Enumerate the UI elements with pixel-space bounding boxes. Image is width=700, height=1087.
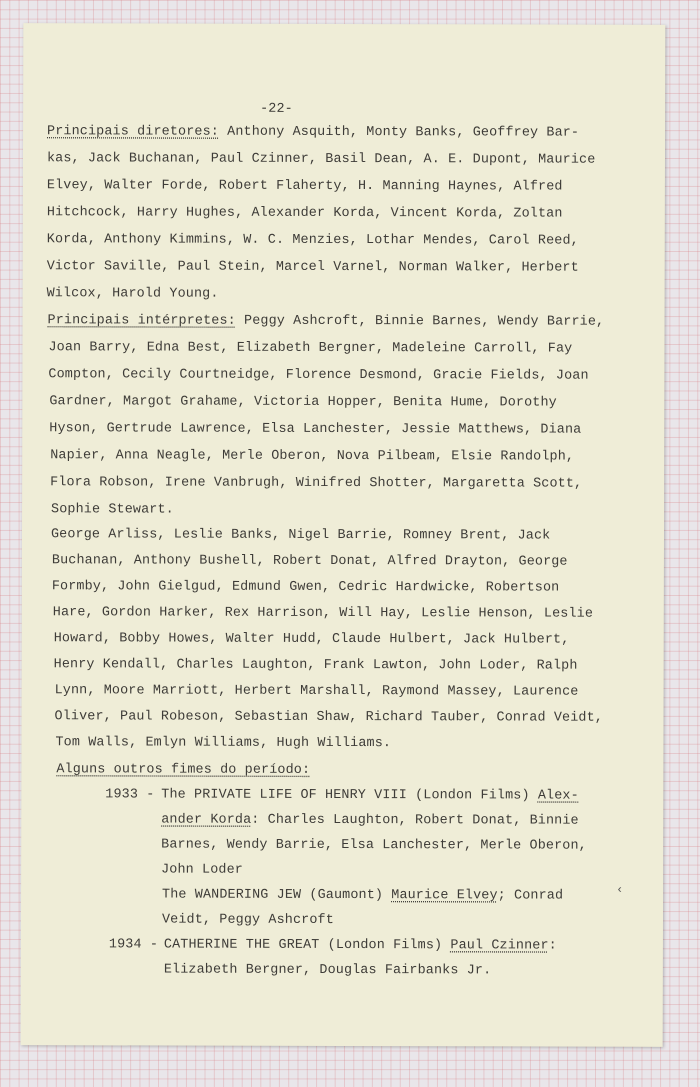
directors-heading: Principais diretores:: [47, 124, 219, 140]
text-line: Flora Robson, Irene Vanbrugh, Winifred Shotter, Margaretta Scott,: [50, 475, 583, 492]
text-line: Korda, Anthony Kimmins, W. C. Menzies, Lothar Mendes, Carol Reed,: [46, 232, 579, 249]
text-line: Oliver, Paul Robeson, Sebastian Shaw, Richard Tauber, Conrad Veidt,: [54, 709, 603, 726]
year-1933: 1933 -: [105, 787, 155, 803]
text-line: Peggy Ashcroft, Binnie Barnes, Wendy Barrie,: [235, 313, 605, 330]
page-number: -22-: [260, 101, 293, 117]
film-title: The PRIVATE LIFE OF HENRY VIII (London Films): [161, 787, 538, 804]
text-line: Hitchcock, Harry Hughes, Alexander Korda, Vincent Korda, Zoltan: [46, 205, 563, 222]
page-text: [21, 23, 666, 1047]
text-line: Hyson, Gertrude Lawrence, Elsa Lanchester, Jessie Matthews, Diana: [49, 421, 582, 438]
text-line: Compton, Cecily Courtneidge, Florence Desmond, Gracie Fields, Joan: [48, 367, 589, 384]
text-line: Sophie Stewart.: [51, 502, 174, 518]
text-line: Napier, Anna Neagle, Merle Oberon, Nova Pilbeam, Elsie Randolph,: [50, 448, 575, 465]
text-line: Lynn, Moore Marriott, Herbert Marshall, Raymond Massey, Laurence: [54, 683, 579, 700]
film-entry-line: [164, 938, 557, 954]
text-line: Joan Barry, Edna Best, Elizabeth Bergner, Madeleine Carroll, Fay: [48, 340, 573, 357]
text-line: Hare, Gordon Harker, Rex Harrison, Will Hay, Leslie Henson, Leslie: [52, 605, 594, 622]
other-films-heading: Alguns outros fimes do período:: [56, 762, 311, 778]
film-director: Paul Czinner: [450, 938, 549, 954]
film-cast-line: John Loder: [161, 862, 244, 878]
film-director: Alex-: [537, 788, 579, 804]
text-line: kas, Jack Buchanan, Paul Czinner, Basil Dean, A. E. Dupont, Maurice: [46, 151, 596, 168]
text-line: Gardner, Margot Grahame, Victoria Hopper, Benita Hume, Dorothy: [49, 394, 557, 411]
film-cast-line: Elizabeth Bergner, Douglas Fairbanks Jr.: [163, 962, 492, 979]
film-cast-line: Veidt, Peggy Ashcroft: [161, 912, 334, 928]
film-entry-line: [162, 888, 563, 904]
film-entry-line: [161, 788, 579, 804]
performers-line-1: [48, 313, 605, 329]
film-director: Maurice Elvey: [391, 888, 498, 904]
text-line: Anthony Asquith, Monty Banks, Geoffrey Bar-: [218, 124, 580, 141]
text-line: Wilcox, Harold Young.: [46, 286, 219, 302]
stray-mark: ‹: [616, 882, 624, 897]
film-cast: :: [548, 938, 557, 954]
text-line: Henry Kendall, Charles Laughton, Frank Lawton, John Loder, Ralph: [53, 657, 578, 674]
film-entry-line: [161, 813, 579, 829]
performers-heading: Principais intérpretes:: [47, 313, 236, 329]
text-line: Tom Walls, Emlyn Williams, Hugh Williams.: [55, 735, 392, 752]
film-title: CATHERINE THE GREAT (London Films): [163, 937, 451, 954]
text-line: Formby, John Gielgud, Edmund Gwen, Cedric Hardwicke, Robertson: [51, 579, 560, 596]
film-cast: : Charles Laughton, Robert Donat, Binnie: [251, 812, 579, 829]
typewritten-page: [21, 23, 666, 1047]
film-title: The WANDERING JEW (Gaumont): [162, 887, 392, 904]
film-cast: ; Conrad: [497, 888, 564, 904]
film-cast-line: Barnes, Wendy Barrie, Elsa Lanchester, Merle Oberon,: [161, 837, 587, 854]
film-director: ander Korda: [161, 812, 252, 828]
text-line: Buchanan, Anthony Bushell, Robert Donat, Alfred Drayton, George: [51, 553, 568, 570]
text-line: Howard, Bobby Howes, Walter Hudd, Claude Hulbert, Jack Hulbert,: [53, 631, 570, 648]
year-1934: 1934 -: [108, 937, 159, 953]
text-line: Elvey, Walter Forde, Robert Flaherty, H. Manning Haynes, Alfred: [46, 178, 563, 195]
text-line: Victor Saville, Paul Stein, Marcel Varnel, Norman Walker, Herbert: [46, 259, 579, 276]
text-line: George Arliss, Leslie Banks, Nigel Barrie, Romney Brent, Jack: [50, 527, 551, 544]
directors-line-1: [47, 124, 579, 140]
